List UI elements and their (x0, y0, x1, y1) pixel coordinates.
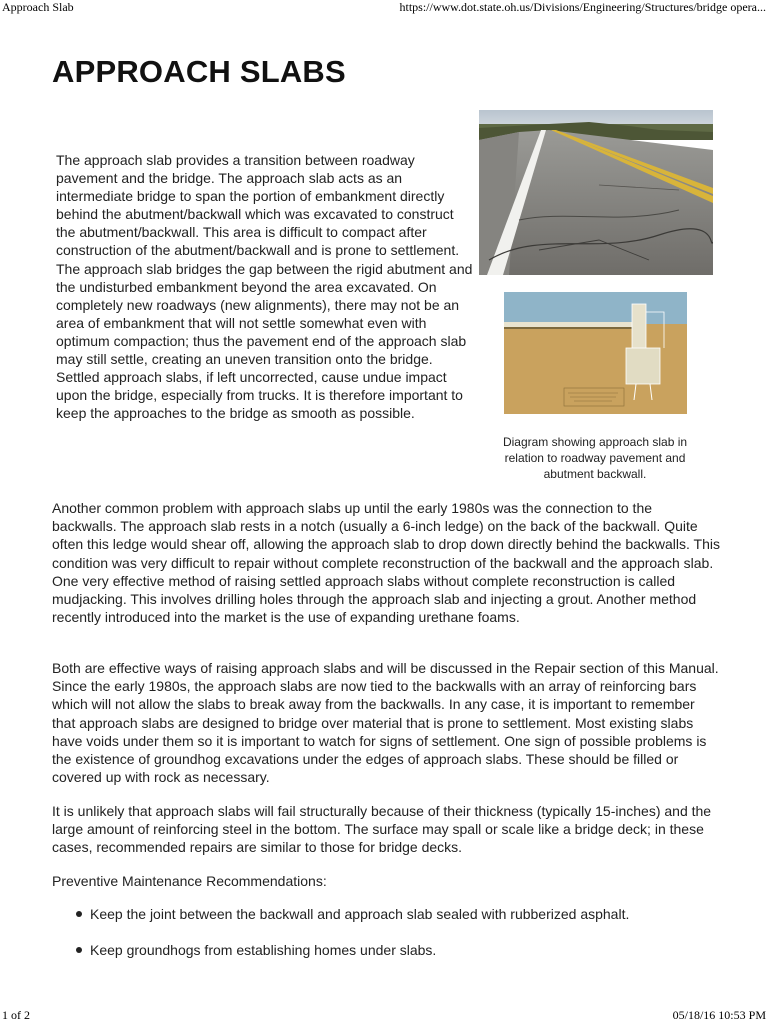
bullet-icon (76, 947, 82, 953)
bullet-icon (76, 911, 82, 917)
mudjacking-paragraph: Another common problem with approach slabs up until the early 1980s was the connection to the backwalls. The approach slab rests in a notch (usually a 6-inch ledge) on the back of the backwall. Quite often this ledge would shear off, allowing the approach slab to drop down directly behind the backwalls. This condition was very difficult to repair without complete reconstruction of the backwall and the approach slab. One very effective method of raising settled approach slabs without complete reconstruction is called mudjacking. This involves drilling holes through the approach slab and injecting a grout. Another method recently introduced into the market is the use of expanding urethane foams. (52, 500, 721, 626)
print-footer-timestamp: 05/18/16 10:53 PM (672, 1008, 766, 1022)
print-footer-page: 1 of 2 (2, 1008, 30, 1022)
structural-paragraph: It is unlikely that approach slabs will fail structurally because of their thickness (typically 15-inches) and the large amount of reinforcing steel in the bottom. The surface may spall or scale like a bridge deck; in these cases, recommended repairs are similar to those for bridge decks. (52, 803, 712, 856)
list-item-text: Keep groundhogs from establishing homes under slabs. (90, 942, 437, 958)
recommendations-heading: Preventive Maintenance Recommendations: (52, 873, 327, 889)
print-header-title: Approach Slab (2, 0, 74, 14)
recommendations-list (72, 905, 629, 977)
print-header-url[interactable]: https://www.dot.state.oh.us/Divisions/Engineering/Structures/bridge opera... (399, 0, 766, 14)
list-item (72, 905, 629, 941)
page-title: APPROACH SLABS (52, 54, 346, 89)
approach-slab-photo (479, 110, 713, 275)
intro-paragraph: The approach slab provides a transition between roadway pavement and the bridge. The approach slab acts as an intermediate bridge to span the portion of embankment directly behind the abutment/backwall which was excavated to construct the abutment/backwall. This area is difficult to compact after construction of the abutment/backwall and is prone to settlement. The approach slab bridges the gap between the rigid abutment and the undisturbed embankment beyond the area excavated. On completely new roadways (new alignments), there may not be an area of embankment that will not settle somewhat even with optimum compaction; thus the pavement end of the approach slab may still settle, creating an uneven transition onto the bridge. Settled approach slabs, if left uncorrected, cause undue impact upon the bridge, especially from trucks. It is therefore important to keep the approaches to the bridge as smooth as possible. (56, 152, 473, 422)
diagram-caption: Diagram showing approach slab in relation to roadway pavement and abutment backwall. (502, 435, 688, 481)
approach-slab-diagram (504, 292, 687, 414)
settlement-paragraph: Both are effective ways of raising approach slabs and will be discussed in the Repair section of this Manual. Since the early 1980s, the approach slabs are now tied to the backwalls with an array of reinforcing bars which will not allow the slabs to break away from the backwalls. In any case, it is important to remember that approach slabs are designed to bridge over material that is prone to settlement. Most existing slabs have voids under them so it is important to watch for signs of settlement. One sign of possible problems is the existence of groundhog excavations under the edges of approach slabs. These should be filled or covered up with rock as necessary. (52, 660, 719, 786)
list-item (72, 941, 629, 977)
list-item-text: Keep the joint between the backwall and approach slab sealed with rubberized asphalt. (90, 906, 630, 922)
